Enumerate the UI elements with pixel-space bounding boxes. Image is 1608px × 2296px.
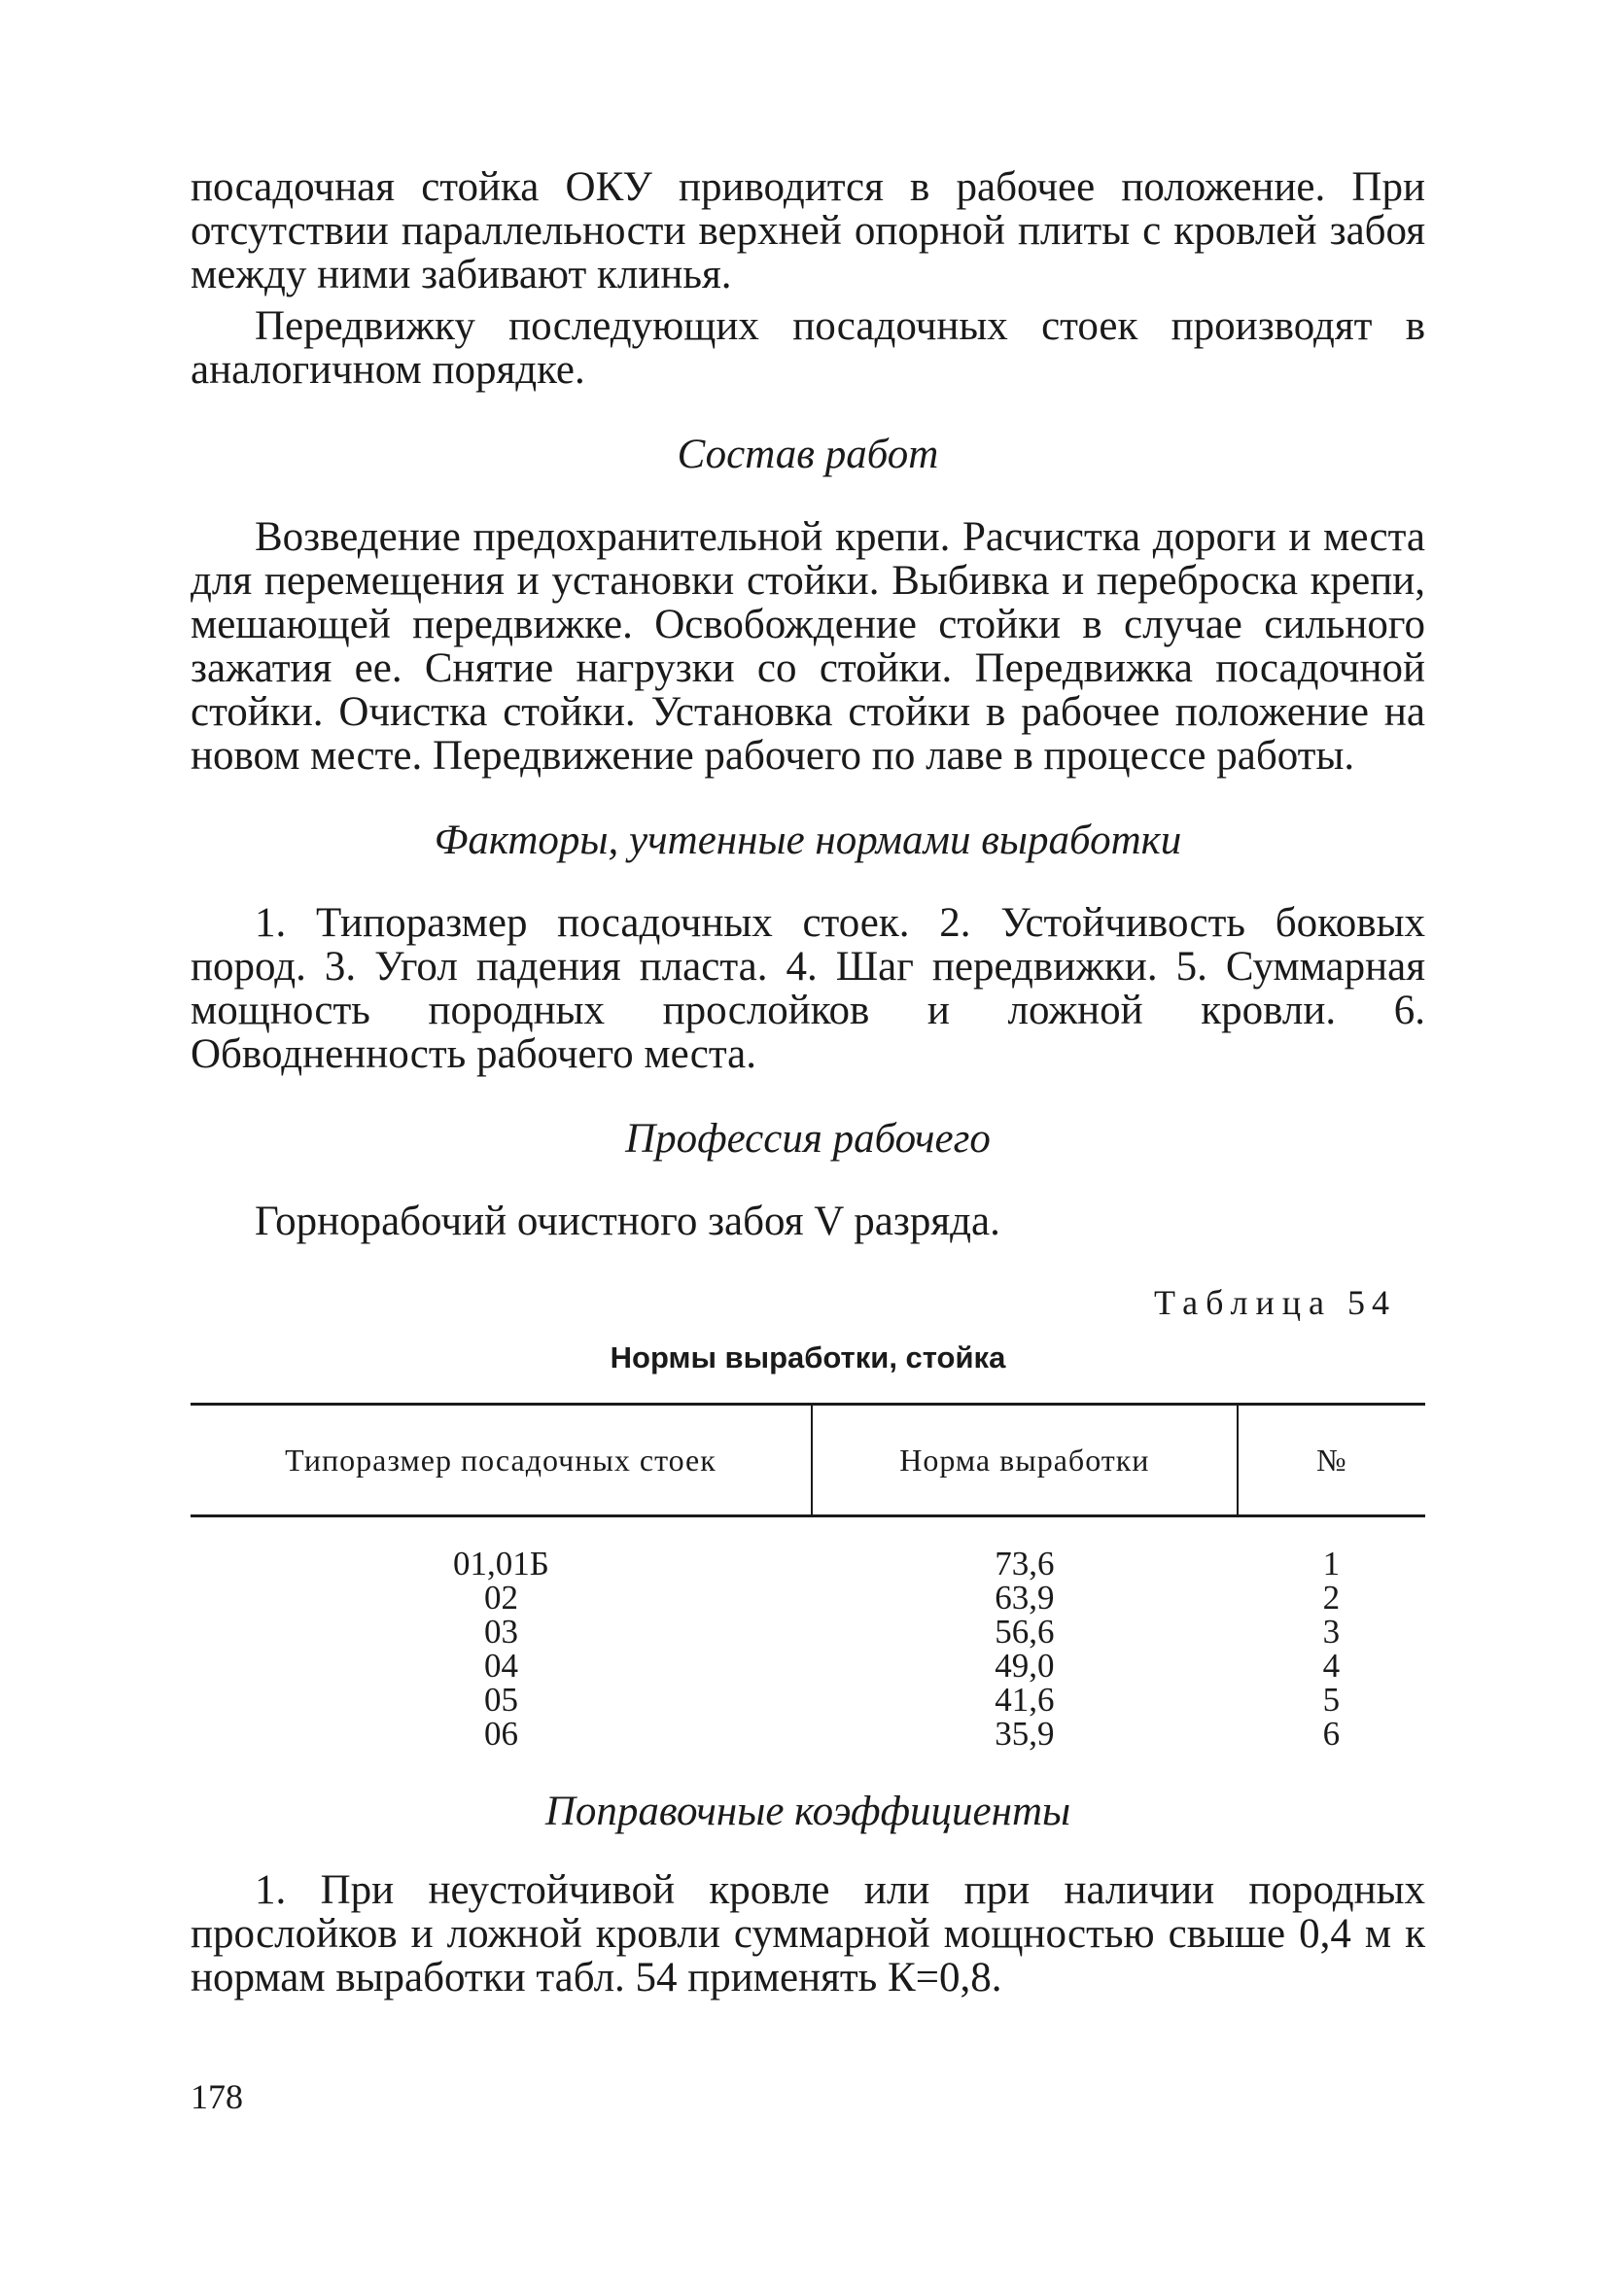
cell-production-norm: 35,9 xyxy=(995,1715,1055,1753)
table-header-row xyxy=(191,1405,1425,1516)
table-label: Таблица xyxy=(1154,1283,1332,1322)
table-row xyxy=(191,1717,1425,1751)
intro-paragraph-1: посадочная стойка ОКУ приводится в рабочее положение. При отсутствии параллельности верхней опорной плиты с кровлей забоя между ними забивают клинья. xyxy=(191,164,1425,297)
header-standard-size: Типоразмер посадочных стоек xyxy=(191,1405,812,1516)
section-text-factors: 1. Типоразмер посадочных стоек. 2. Устойчивость боковых пород. 3. Угол падения пласта. 4. Шаг передвижки. 5. Суммарная мощность породных прослойков и ложной кровли. 6. Обводненность рабочего места. xyxy=(191,900,1425,1077)
header-number: № xyxy=(1238,1405,1425,1516)
page-content xyxy=(191,165,1425,2000)
section-text-profession: Горнорабочий очистного забоя V разряда. xyxy=(255,1199,1000,1244)
section-heading-factors: Факторы, учтенные нормами выработки xyxy=(434,818,1182,863)
table-number: 54 xyxy=(1347,1283,1396,1322)
cell-standard-size: 06 xyxy=(483,1715,518,1753)
cell-production-norm: 49,0 xyxy=(995,1647,1055,1685)
cell-standard-size: 04 xyxy=(483,1647,518,1685)
cell-production-norm: 56,6 xyxy=(995,1613,1055,1651)
section-text-coefficients: 1. При неустойчивой кровле или при наличии породных прослойков и ложной кровли суммарной мощностью свыше 0,4 м к нормам выработки табл. 54 применять К=0,8. xyxy=(191,1867,1425,2000)
table-row xyxy=(191,1581,1425,1615)
cell-standard-size: 03 xyxy=(483,1613,518,1651)
section-text-composition: Возведение предохранительной крепи. Расчистка дороги и места для перемещения и установки стойки. Выбивка и переброска крепи, мешающей передвижке. Освобождение стойки в случае сильного зажатия ее. Снятие нагрузки со стойки. Передвижка посадочной стойки. Очистка стойки. Установка стойки в рабочее положение на новом месте. Передвижение рабочего по лаве в процессе работы. xyxy=(191,514,1425,779)
section-heading-profession: Профессия рабочего xyxy=(625,1116,991,1162)
page-number: 178 xyxy=(191,2077,243,2116)
cell-number: 4 xyxy=(1322,1647,1341,1685)
norms-table xyxy=(191,1403,1425,1751)
cell-standard-size: 02 xyxy=(483,1579,518,1617)
table-row xyxy=(191,1683,1425,1717)
cell-number: 3 xyxy=(1322,1613,1341,1651)
cell-number: 2 xyxy=(1322,1579,1341,1617)
cell-standard-size: 05 xyxy=(483,1681,518,1719)
cell-number: 5 xyxy=(1322,1681,1341,1719)
table-row xyxy=(191,1649,1425,1683)
cell-production-norm: 73,6 xyxy=(995,1545,1055,1583)
cell-number: 1 xyxy=(1322,1545,1341,1583)
table-row xyxy=(191,1516,1425,1582)
section-heading-composition: Состав работ xyxy=(677,432,939,477)
cell-production-norm: 41,6 xyxy=(995,1681,1055,1719)
table-title: Нормы выработки, стойка xyxy=(610,1340,1006,1374)
intro-paragraph-2: Передвижку последующих посадочных стоек производят в аналогичном порядке. xyxy=(191,303,1425,393)
table-row xyxy=(191,1615,1425,1649)
table-number-caption xyxy=(191,1282,1425,1323)
section-heading-coefficients: Поправочные коэффициенты xyxy=(544,1789,1071,1834)
header-production-norm: Норма выработки xyxy=(812,1405,1238,1516)
cell-number: 6 xyxy=(1322,1715,1341,1753)
cell-standard-size: 01,01Б xyxy=(453,1545,549,1583)
cell-production-norm: 63,9 xyxy=(995,1579,1055,1617)
